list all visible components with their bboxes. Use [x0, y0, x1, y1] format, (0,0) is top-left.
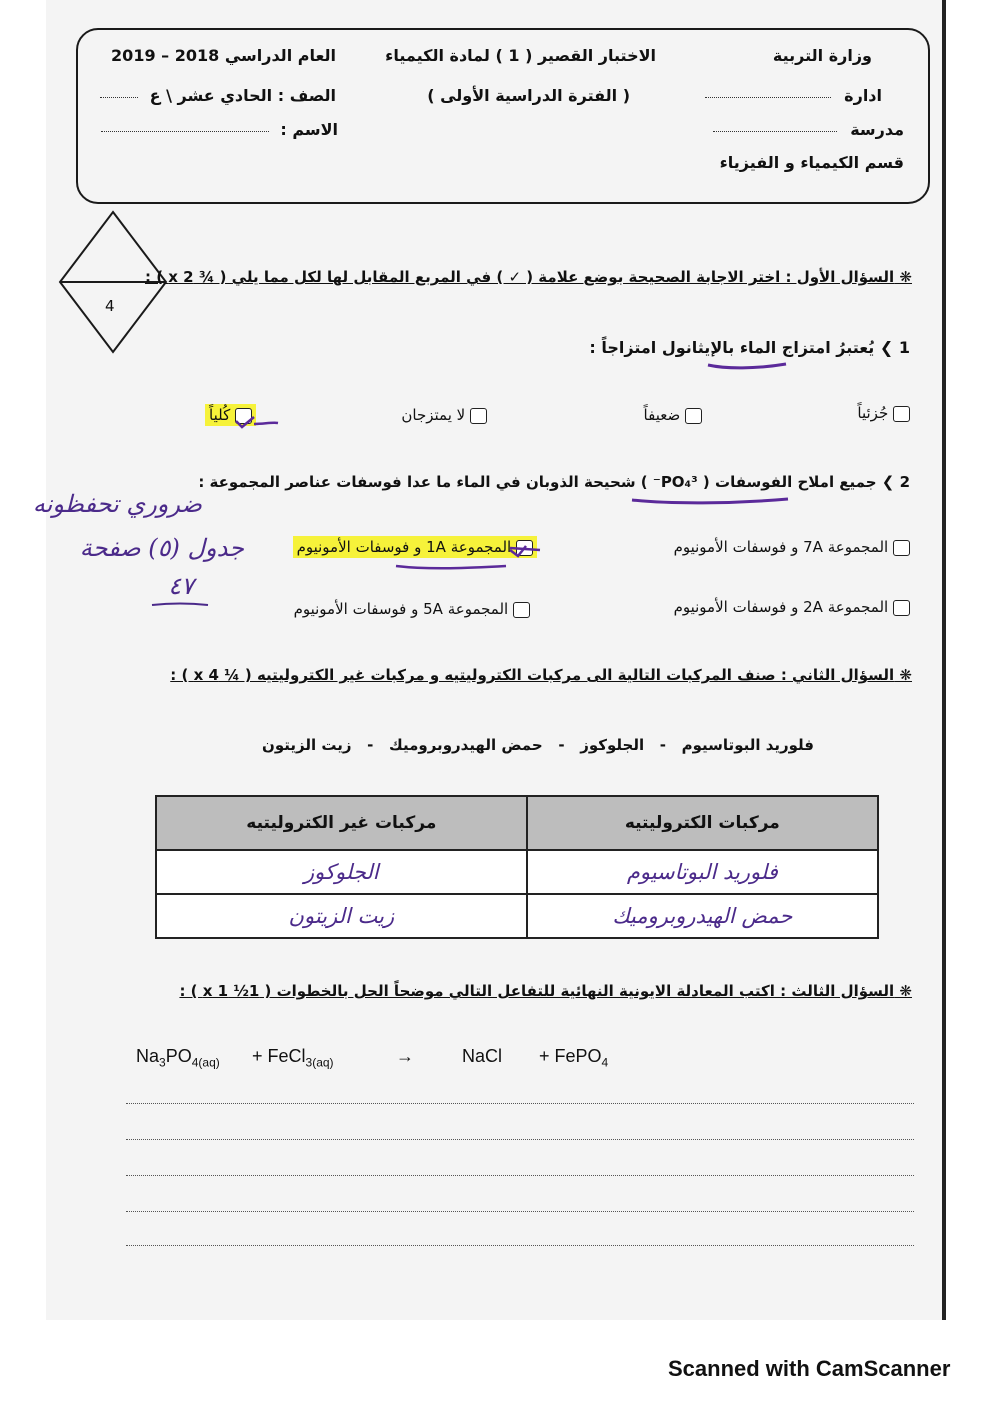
grade-blank — [100, 96, 138, 98]
underline-group-1a — [390, 542, 550, 572]
q2-title — [170, 666, 912, 684]
q1-item-1-text: يُعتبرُ امتزاج الماء بالإيثانول امتزاجاً : — [589, 338, 875, 357]
page-edge — [942, 0, 946, 1320]
option-label: المجموعة 2A و فوسفات الأمونيوم — [673, 598, 889, 616]
q1-1-option-a[interactable] — [857, 404, 910, 422]
answer-line[interactable] — [126, 1103, 914, 1104]
q1-2-option-c[interactable] — [674, 598, 910, 616]
school-blank — [713, 130, 837, 132]
academic-year: العام الدراسي 2018 – 2019 — [111, 46, 336, 65]
grade-field — [100, 86, 336, 105]
bullet-icon: ❋ — [894, 982, 912, 1000]
exam-title: الاختبار القصير ( 1 ) لمادة الكيمياء — [385, 46, 656, 65]
table-row — [156, 894, 878, 938]
checkbox[interactable] — [513, 602, 530, 618]
option-label: لا يمتزجان — [401, 406, 466, 424]
answer-cell[interactable]: الجلوكوز — [156, 850, 527, 894]
checkbox[interactable] — [893, 406, 910, 422]
option-label: المجموعة 5A و فوسفات الأمونيوم — [293, 600, 509, 618]
ministry-label: وزارة التربية — [772, 46, 872, 65]
arrow-bullet-icon: ❯ — [876, 473, 900, 491]
handwritten-note-line2: جدول (٥) صفحة — [79, 534, 244, 562]
q3-title-text: السؤال الثالث : اكتب المعادلة الايونية النهائية للتفاعل التالي موضحاً الحل بالخطوات ( 1½ x 1 ) : — [179, 982, 895, 1000]
school-field — [713, 120, 904, 139]
checkbox[interactable] — [685, 408, 702, 424]
q1-item-2-text: جميع املاح الفوسفات ( PO₄³⁻ ) شحيحة الذوبان في الماء ما عدا فوسفات عناصر المجموعة : — [198, 473, 877, 491]
underline-ethanol — [706, 358, 788, 372]
answer-line[interactable] — [126, 1211, 914, 1212]
answer-cell[interactable]: زيت الزيتون — [156, 894, 527, 938]
check-mark-icon — [232, 412, 282, 432]
q1-item-2 — [198, 473, 910, 491]
name-blank — [101, 130, 269, 132]
underline-phosphates — [630, 494, 790, 508]
header-electrolytes: مركبات الكتروليتيه — [527, 796, 878, 850]
q1-item-2-num: 2 — [899, 473, 910, 491]
answer-line[interactable] — [126, 1175, 914, 1176]
option-label: جُزئياً — [857, 404, 889, 422]
product-1: NaCl — [462, 1046, 503, 1066]
reaction-arrow: → — [396, 1046, 414, 1066]
table-header-row — [156, 796, 878, 850]
department-field — [705, 86, 882, 105]
q2-title-text: السؤال الثاني : صنف المركبات التالية الى مركبات الكتروليتيه و مركبات غير الكتروليتيه ( ¼ x 4 ) : — [170, 666, 895, 684]
grade-label: الصف : الحادي عشر \ ع — [149, 86, 336, 105]
q1-2-option-d[interactable] — [294, 600, 530, 618]
q1-1-option-c[interactable] — [401, 406, 487, 424]
reactant-1: $Na_3PO_{4(aq)}$ — [136, 1046, 220, 1070]
option-label: المجموعة 1A و فوسفات الأمونيوم — [296, 538, 512, 556]
bullet-icon: ❋ — [894, 666, 912, 684]
option-label: المجموعة 7A و فوسفات الأمونيوم — [673, 538, 889, 556]
classification-table — [155, 795, 879, 939]
school-label: مدرسة — [850, 120, 904, 139]
answer-line[interactable] — [126, 1245, 914, 1246]
header-non-electrolytes: مركبات غير الكتروليتيه — [156, 796, 527, 850]
answer-cell[interactable]: فلوريد البوتاسيوم — [527, 850, 878, 894]
option-label: ضعيفاً — [643, 406, 681, 424]
compounds-list: فلوريد البوتاسيوم - الجلوكوز - حمض الهيدروبروميك - زيت الزيتون — [262, 736, 814, 754]
reactant-2: + FeCl$_{3(aq)}$ — [252, 1046, 334, 1070]
section-label: قسم الكيمياء و الفيزياء — [719, 153, 904, 172]
checkbox[interactable] — [893, 540, 910, 556]
q1-2-option-a[interactable] — [674, 538, 910, 556]
q3-title — [179, 982, 912, 1000]
department-label: ادارة — [844, 86, 882, 105]
handwritten-note-line3: ٤٧ — [168, 572, 194, 600]
handwritten-note-line1: ضروري تحفظونه — [32, 490, 202, 518]
score-value: 4 — [105, 297, 115, 315]
product-2: + FePO$_4$ — [539, 1046, 609, 1070]
note-underline — [150, 600, 210, 610]
answer-line[interactable] — [126, 1139, 914, 1140]
name-field — [101, 120, 338, 139]
option-label: كُلياً — [209, 406, 231, 424]
q1-title — [145, 268, 912, 286]
name-label: الاسم : — [280, 120, 338, 139]
checkbox[interactable] — [470, 408, 487, 424]
answer-cell[interactable]: حمض الهيدروبروميك — [527, 894, 878, 938]
department-blank — [705, 96, 831, 98]
arrow-bullet-icon: ❯ — [874, 338, 899, 357]
exam-period: ( الفترة الدراسية الأولى ) — [427, 86, 630, 105]
scanner-watermark: Scanned with CamScanner — [668, 1356, 951, 1381]
product-2-text: + FePO — [539, 1046, 602, 1066]
q1-title-text: السؤال الأول : اختر الاجابة الصحيحة بوضع علامة ( ✓ ) في المربع المقابل لها لكل مما يلي ( ¾ x 2 ) : — [144, 268, 895, 286]
bullet-icon: ❋ — [894, 268, 912, 286]
q1-item-1-num: 1 — [898, 338, 910, 357]
table-row — [156, 850, 878, 894]
checkbox[interactable] — [893, 600, 910, 616]
q1-item-1 — [589, 338, 910, 357]
q1-1-option-b[interactable] — [644, 406, 702, 424]
